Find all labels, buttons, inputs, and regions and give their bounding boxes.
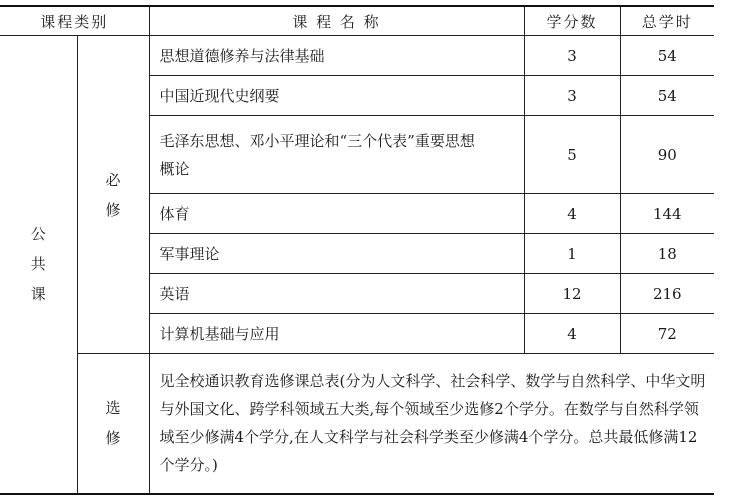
course-hours: 216 [620,274,714,314]
header-hours: 总学时 [620,6,714,36]
course-hours: 90 [620,116,714,194]
course-name: 体育 [149,194,524,234]
header-row [0,6,714,36]
course-credits: 3 [524,76,620,116]
course-name: 思想道德修养与法律基础 [149,36,524,76]
elective-label: 选 修 [77,354,149,494]
table-row [0,36,714,76]
course-hours: 54 [620,76,714,116]
course-hours: 54 [620,36,714,76]
course-name: 英语 [149,274,524,314]
elective-row [0,354,714,494]
course-hours: 18 [620,234,714,274]
course-credits: 3 [524,36,620,76]
curriculum-table [0,5,714,495]
header-course-name: 课 程 名 称 [149,6,524,36]
header-category: 课程类别 [0,6,149,36]
course-hours: 144 [620,194,714,234]
course-credits: 4 [524,314,620,354]
course-credits: 5 [524,116,620,194]
course-name: 军事理论 [149,234,524,274]
required-label: 必 修 [77,36,149,354]
course-credits: 1 [524,234,620,274]
course-name: 计算机基础与应用 [149,314,524,354]
course-credits: 12 [524,274,620,314]
course-name: 中国近现代史纲要 [149,76,524,116]
elective-note: 见全校通识教育选修课总表(分为人文科学、社会科学、数学与自然科学、中华文明与外国文化、跨学科领域五大类,每个领域至少选修2个学分。在数学与自然科学领域至少修满4个学分,在人文科学与社会科学类至少修满4个学分。总共最低修满12个学分。) [149,354,714,494]
course-credits: 4 [524,194,620,234]
course-hours: 72 [620,314,714,354]
group-label-public: 公 共 课 [0,36,77,494]
header-credits: 学分数 [524,6,620,36]
course-name: 毛泽东思想、邓小平理论和“三个代表”重要思想概论 [149,116,524,194]
